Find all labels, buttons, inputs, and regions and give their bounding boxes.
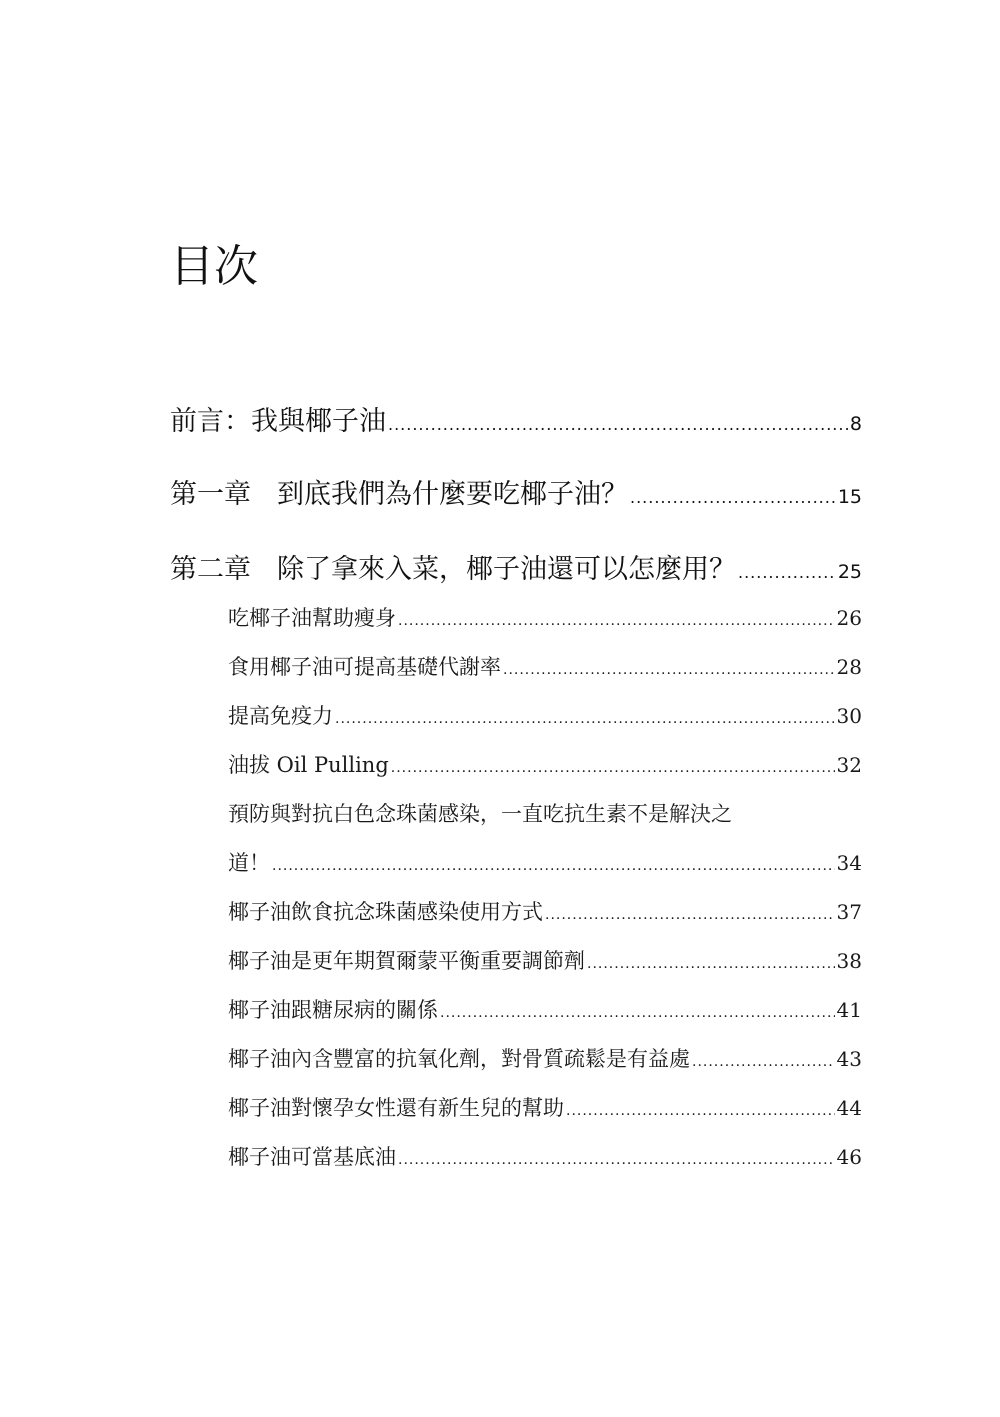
chapter-title: 除了拿來入菜，椰子油還可以怎麼用？ [277, 554, 736, 585]
toc-sub-entry[interactable] [228, 944, 862, 978]
toc-page-number: 30 [836, 704, 862, 728]
toc-sub-entry[interactable] [228, 1140, 862, 1174]
toc-page-number: 28 [836, 655, 862, 679]
toc-sub-entry[interactable] [228, 748, 862, 782]
toc-entry-label: 椰子油可當基底油 [228, 1145, 396, 1169]
toc-entry-label: 椰子油對懷孕女性還有新生兒的幫助 [228, 1096, 564, 1120]
toc-page-number: 38 [836, 949, 862, 973]
toc-sub-entry[interactable] [228, 846, 862, 880]
toc-page-number: 26 [836, 606, 862, 630]
chapter-number: 第一章 [170, 479, 251, 510]
toc-page-number: 41 [836, 998, 862, 1022]
toc-entry-label: 食用椰子油可提高基礎代謝率 [228, 655, 501, 679]
toc-sub-entry[interactable] [228, 650, 862, 684]
toc-entry-label: 吃椰子油幫助瘦身 [228, 606, 396, 630]
toc-entry-chapter-2[interactable] [170, 550, 862, 590]
dot-leader [738, 553, 836, 593]
chapter-title: 到底我們為什麼要吃椰子油？ [277, 479, 628, 510]
toc-page-number: 8 [849, 413, 862, 435]
toc-entry-label: 前言：我與椰子油 [170, 406, 386, 437]
dot-leader [630, 478, 836, 518]
toc-sub-entry[interactable] [228, 1042, 862, 1076]
toc-entry-chapter-1[interactable] [170, 475, 862, 515]
toc-entry-label [170, 550, 736, 590]
toc-entry-label [170, 475, 628, 515]
toc-entry-label: 椰子油跟糖尿病的關係 [228, 998, 438, 1022]
toc-page-number: 32 [836, 753, 862, 777]
toc-page-number: 15 [837, 486, 862, 508]
toc-entry-label: 椰子油飲食抗念珠菌感染使用方式 [228, 900, 543, 924]
toc-entry-label: 油拔 Oil Pulling [228, 753, 389, 777]
toc-page-number: 34 [836, 851, 862, 875]
toc-sub-entry[interactable] [228, 895, 862, 929]
toc-entry-label: 椰子油內含豐富的抗氧化劑，對骨質疏鬆是有益處 [228, 1047, 690, 1071]
toc-entry-label: 道！ [228, 851, 270, 875]
toc-page-number: 44 [836, 1096, 862, 1120]
toc-page-number: 43 [836, 1047, 862, 1071]
toc-entry-preface[interactable] [170, 402, 862, 442]
dot-leader [440, 996, 835, 1030]
dot-leader [587, 947, 835, 981]
dot-leader [388, 405, 848, 445]
dot-leader [398, 1143, 835, 1177]
dot-leader [545, 898, 835, 932]
dot-leader [503, 653, 835, 687]
toc-page-number: 25 [837, 561, 862, 583]
dot-leader [398, 604, 835, 638]
toc-sub-entry[interactable] [228, 1091, 862, 1125]
toc-entry-label: 椰子油是更年期賀爾蒙平衡重要調節劑 [228, 949, 585, 973]
dot-leader [272, 849, 835, 883]
dot-leader [335, 702, 835, 736]
toc-sub-entry[interactable] [228, 699, 862, 733]
dot-leader [391, 751, 835, 785]
toc-page-number: 46 [836, 1145, 862, 1169]
chapter-number: 第二章 [170, 554, 251, 585]
toc-sub-entry[interactable] [228, 601, 862, 635]
toc-sub-entry[interactable] [228, 993, 862, 1027]
toc-entry-label-line-1[interactable]: 預防與對抗白色念珠菌感染，一直吃抗生素不是解決之 [228, 802, 732, 826]
dot-leader [692, 1045, 835, 1079]
page-title: 目次 [170, 241, 258, 292]
toc-entry-label: 提高免疫力 [228, 704, 333, 728]
toc-page-number: 37 [836, 900, 862, 924]
dot-leader [566, 1094, 835, 1128]
